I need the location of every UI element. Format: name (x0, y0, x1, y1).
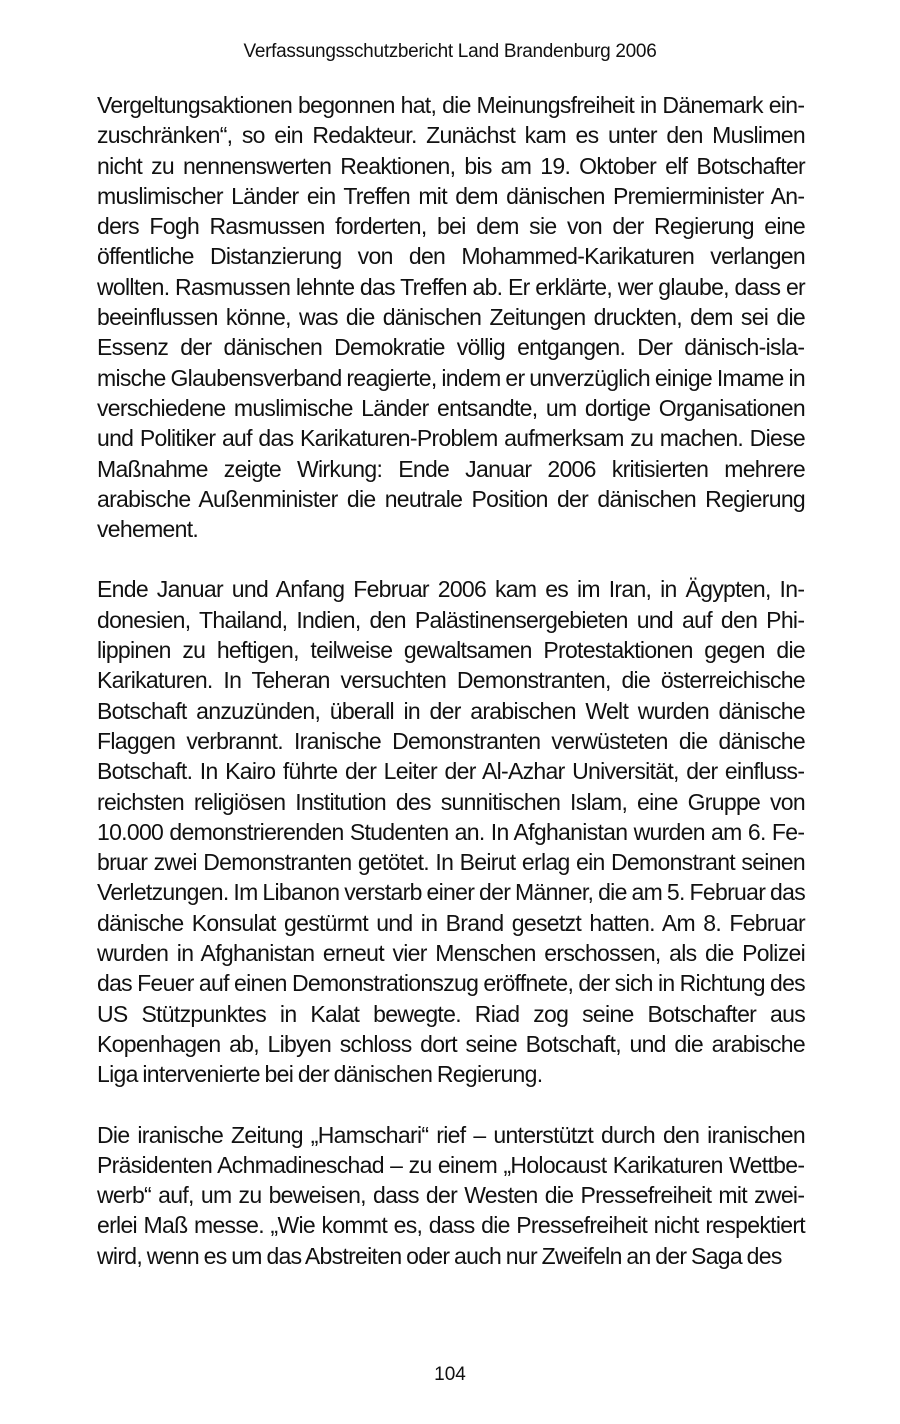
running-header: Verfassungsschutzbericht Land Brandenburg 2006 (243, 41, 657, 62)
paragraph-2: Ende Januar und Anfang Februar 2006 kam es im Iran, in Ägypten, Indonesien, Thailand, Indien, den Palästinensergebieten und auf den Philippinen zu heftigen, teilweise gewaltsamen Protestaktionen gegen die Karikaturen. In Teheran versuchten Demonstranten, die österreichische Botschaft anzuzünden, überall in der arabischen Welt wurden dänische Flaggen verbrannt. Iranische Demonstranten verwüsteten die dänische Botschaft. In Kairo führte der Leiter der Al-Azhar Universität, der einflussreichsten religiösen Institution des sunnitischen Islam, eine Gruppe von 10.000 demonstrierenden Studenten an. In Afghanistan wurden am 6. Februar zwei Demonstranten getötet. In Beirut erlag ein Demonstrant seinen Verletzungen. Im Libanon verstarb einer der Männer, die am 5. Februar das dänische Konsulat gestürmt und in Brand gesetzt hatten. Am 8. Februar wurden in Afghanistan erneut vier Menschen erschossen, als die Polizei das Feuer auf einen Demonstrationszug eröffnete, der sich in Richtung des US Stützpunktes in Kalat bewegte. Riad zog seine Botschafter aus Kopenhagen ab, Libyen schloss dort seine Botschaft, und die arabische Liga intervenierte bei der dänischen Regierung. (97, 576, 805, 1088)
paragraph-1: Vergeltungsaktionen begonnen hat, die Meinungsfreiheit in Dänemark einzuschränken“, so ein Redakteur. Zunächst kam es unter den Muslimen nicht zu nennenswerten Reaktionen, bis am 19. Oktober elf Botschafter muslimischer Länder ein Treffen mit dem dänischen Premierminister Anders Fogh Rasmussen forderten, bei dem sie von der Regierung eine öffentliche Distanzierung von den Mohammed-Karikaturen verlangen wollten. Rasmussen lehnte das Treffen ab. Er erklärte, wer glaube, dass er beeinflussen könne, was die dänischen Zeitungen druckten, dem sei die Essenz der dänischen Demokratie völlig entgangen. Der dänisch-islamische Glaubensverband reagierte, indem er unverzüglich einige Imame in verschiedene muslimische Länder entsandte, um dortige Organisationen und Politiker auf das Karikaturen-Problem aufmerksam zu machen. Diese Maßnahme zeigte Wirkung: Ende Januar 2006 kritisierten mehrere arabische Außenminister die neutrale Position der dänischen Regierung vehement. (97, 92, 805, 543)
paragraph-3: Die iranische Zeitung „Hamschari“ rief – unterstützt durch den iranischen Präsidenten Achmadineschad – zu einem „Holocaust Karikaturen Wettbewerb“ auf, um zu beweisen, dass der Westen die Pressefreiheit mit zweierlei Maß messe. „Wie kommt es, dass die Pressefreiheit nicht respektiert wird, wenn es um das Abstreiten oder auch nur Zweifeln an der Saga des (97, 1121, 805, 1269)
body-text (97, 90, 805, 1271)
page-number: 104 (434, 1364, 466, 1385)
